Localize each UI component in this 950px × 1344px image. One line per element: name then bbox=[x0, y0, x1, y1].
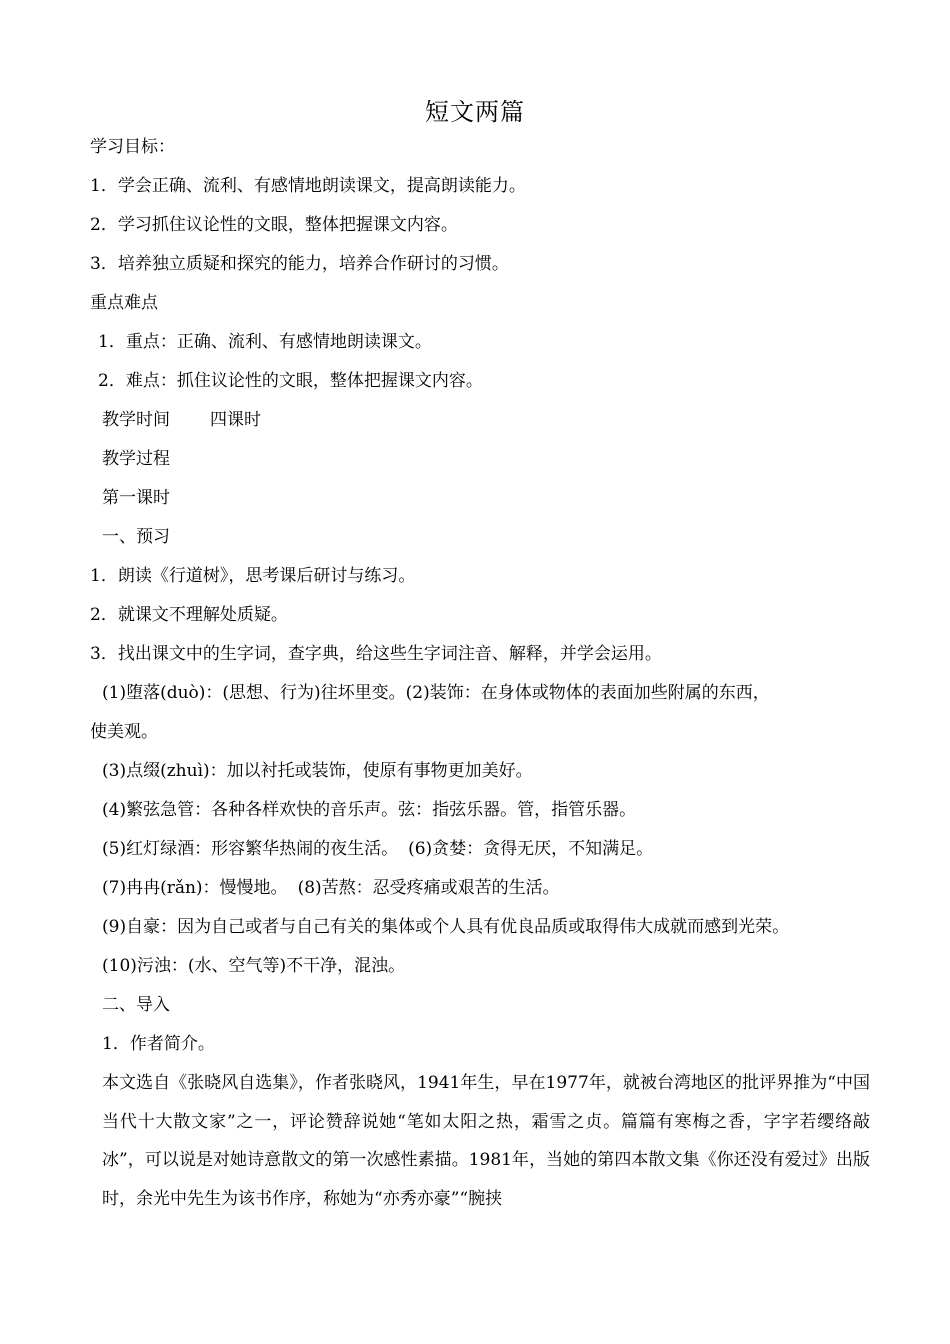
vocab-line-1: (1)堕落(duò)：(思想、行为)往坏里变。(2)装饰：在身体或物体的表面加些附属的东西， bbox=[102, 683, 770, 703]
vocab-line-4: (4)繁弦急管：各种各样欢快的音乐声。弦：指弦乐器。管，指管乐器。 bbox=[102, 800, 637, 820]
teaching-time-value: 四课时 bbox=[210, 410, 261, 430]
section-heading-key-points: 重点难点 bbox=[90, 293, 158, 313]
objective-item-2: 2．学习抓住议论性的文眼，整体把握课文内容。 bbox=[90, 215, 458, 235]
vocab-line-10: (10)污浊：(水、空气等)不干净，混浊。 bbox=[102, 956, 406, 976]
objective-item-3: 3．培养独立质疑和探究的能力，培养合作研讨的习惯。 bbox=[90, 254, 509, 274]
vocab-line-3: (3)点缀(zhuì)：加以衬托或装饰，使原有事物更加美好。 bbox=[102, 761, 533, 781]
step-heading-intro: 二、导入 bbox=[102, 995, 170, 1015]
intro-item-1: 1．作者简介。 bbox=[102, 1034, 215, 1054]
lesson-heading-first: 第一课时 bbox=[102, 488, 170, 508]
objective-item-1: 1．学会正确、流利、有感情地朗读课文，提高朗读能力。 bbox=[90, 176, 526, 196]
vocab-line-7-8 bbox=[90, 869, 870, 908]
vocab-line-1-cont: 使美观。 bbox=[90, 722, 158, 742]
teaching-time-line bbox=[90, 401, 870, 440]
vocab-item-7: (7)冉冉(rǎn)：慢慢地。 bbox=[102, 878, 288, 898]
vocab-line-9: (9)自豪：因为自己或者与自己有关的集体或个人具有优良品质或取得伟大成就而感到光荣。 bbox=[102, 917, 790, 937]
preview-item-2: 2．就课文不理解处质疑。 bbox=[90, 605, 288, 625]
section-heading-process: 教学过程 bbox=[102, 449, 170, 469]
key-point-item-2: 2．难点：抓住议论性的文眼，整体把握课文内容。 bbox=[98, 371, 483, 391]
preview-item-1: 1．朗读《行道树》，思考课后研讨与练习。 bbox=[90, 566, 416, 586]
preview-item-3: 3．找出课文中的生字词，查字典，给这些生字词注音、解释，并学会运用。 bbox=[90, 644, 662, 664]
author-intro-paragraph: 本文选自《张晓风自选集》，作者张晓风，1941年生，早在1977年，就被台湾地区的批评界推为“中国当代十大散文家”之一，评论赞辞说她“笔如太阳之热，霜雪之贞。篇篇有寒梅之香，字字若缨络敲冰”，可以说是对她诗意散文的第一次感性素描。1981年，当她的第四本散文集《你还没有爱过》出版时，余光中先生为该书作序，称她为“亦秀亦豪”“腕挟 bbox=[102, 1073, 870, 1209]
vocab-item-5: (5)红灯绿酒：形容繁华热闹的夜生活。 bbox=[102, 839, 399, 859]
vocab-line-5-6 bbox=[90, 830, 870, 869]
vocab-item-6: (6)贪婪：贪得无厌，不知满足。 bbox=[408, 839, 654, 859]
key-point-item-1: 1．重点：正确、流利、有感情地朗读课文。 bbox=[98, 332, 432, 352]
section-heading-objectives: 学习目标： bbox=[90, 137, 175, 157]
vocab-item-8: (8)苦熬：忍受疼痛或艰苦的生活。 bbox=[297, 878, 560, 898]
document-body bbox=[90, 128, 870, 1218]
teaching-time-label: 教学时间 bbox=[102, 410, 170, 430]
document-title: 短文两篇 bbox=[425, 98, 525, 126]
step-heading-preview: 一、预习 bbox=[102, 527, 170, 547]
